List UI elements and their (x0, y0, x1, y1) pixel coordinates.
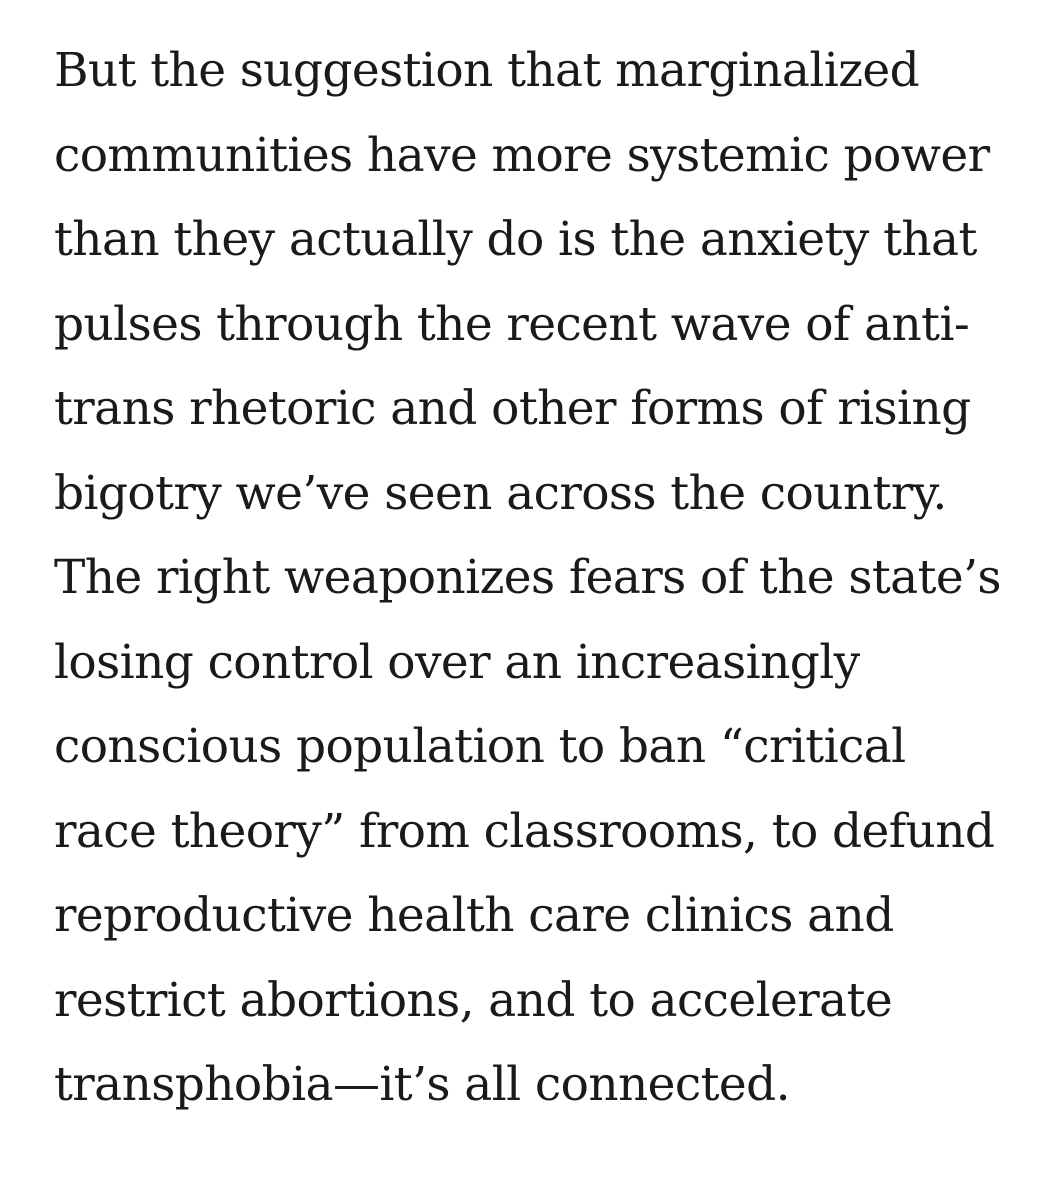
paragraph-line-2: communities have more systemic power (54, 127, 990, 183)
paragraph-line-3: than they actually do is the anxiety that (54, 212, 977, 267)
paragraph-line-6: bigotry we’ve seen across the country. (54, 465, 947, 521)
paragraph-line-5: trans rhetoric and other forms of rising (54, 381, 971, 436)
paragraph-line-10: race theory” from classrooms, to defund (54, 803, 995, 859)
paragraph-line-8: losing control over an increasingly (54, 634, 860, 690)
paragraph-line-9: conscious population to ban “critical (54, 719, 906, 774)
paragraph-line-7: The right weaponizes fears of the state’s (54, 550, 1001, 605)
paragraph-line-4: pulses through the recent wave of anti- (54, 296, 970, 352)
paragraph-line-12: restrict abortions, and to accelerate (54, 972, 893, 1028)
paragraph-line-11: reproductive health care clinics and (54, 888, 894, 943)
paragraph-line-1: But the suggestion that marginalized (54, 43, 920, 98)
paragraph-line-13: transphobia—it’s all connected. (54, 1057, 790, 1112)
article-paragraph (54, 29, 1034, 1128)
